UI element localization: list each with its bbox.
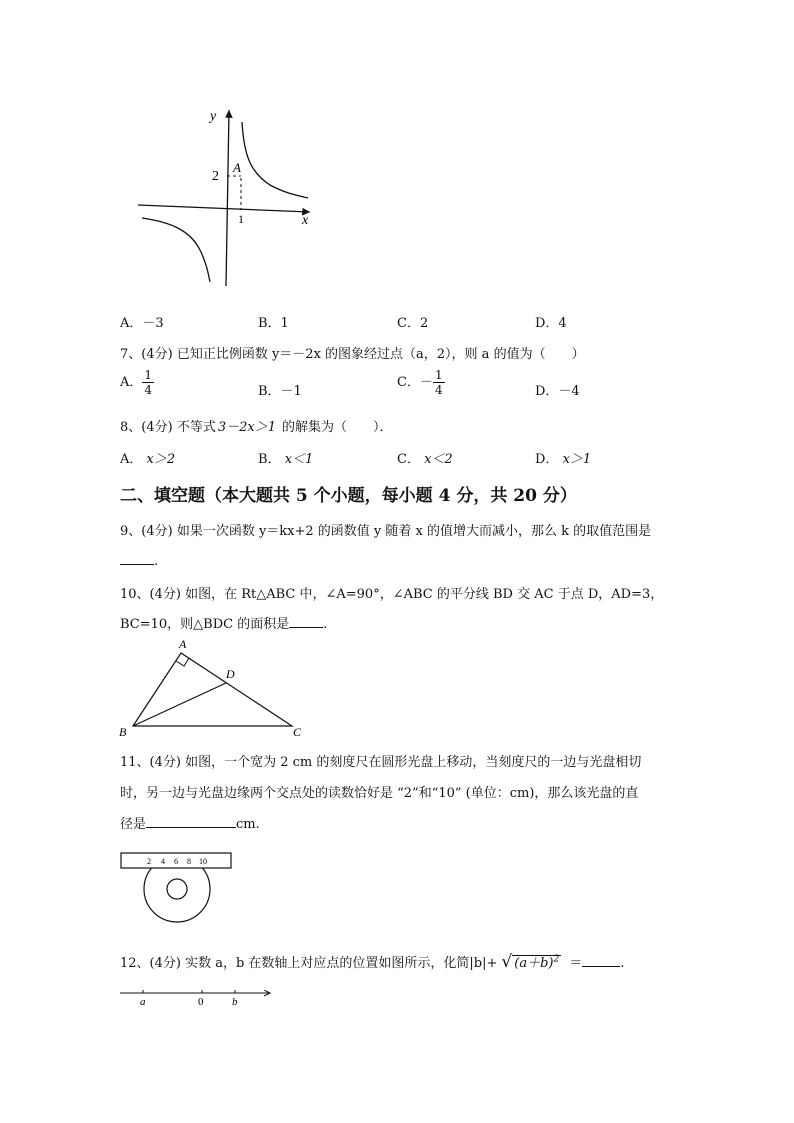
ruler-tick-4: 4 — [161, 857, 165, 866]
ruler-disc-figure — [118, 848, 238, 928]
right-angle-mark — [176, 658, 189, 666]
x-axis — [138, 205, 310, 212]
q12-question: 12、(4分) 实数 a，b 在数轴上对应点的位置如图所示，化简|b|+ √ $(a+b)^2$ ＝ . — [120, 952, 625, 972]
q8-question: 8、(4分) 不等式 3－2x＞1 的解集为（ ）． — [120, 420, 393, 435]
q6-option-d: D．4 — [535, 316, 567, 331]
graph-tick-x: 1 — [238, 212, 244, 226]
section-title: 二、填空题（本大题共 5 个小题，每小题 4 分，共 20 分） — [120, 486, 577, 506]
disc-inner — [167, 879, 187, 899]
q7-option-a: A． $\frac{1}{4}$ — [120, 368, 153, 397]
q10-answer-blank[interactable] — [289, 615, 323, 628]
number-line — [118, 985, 278, 1010]
q8-option-d: D． x＞1 — [535, 452, 592, 467]
q7-option-b: B．－1 — [258, 384, 302, 399]
hyperbola-branch-2 — [142, 218, 210, 282]
ruler-tick-6: 6 — [174, 857, 178, 866]
q7-option-d: D．－4 — [535, 384, 580, 399]
label-zero: 0 — [198, 996, 204, 1008]
label-a: a — [140, 996, 146, 1008]
q11-line2: 时，另一边与光盘边缘两个交点处的读数恰好是 “2”和“10” (单位：cm)，那么该光盘的直 — [120, 786, 639, 801]
hyperbola-graph — [130, 100, 320, 290]
q9-line1: 9、(4分) 如果一次函数 y＝kx+2 的函数值 y 随着 x 的值增大而减小，那么 k 的取值范围是 — [120, 524, 652, 539]
ruler-tick-8: 8 — [187, 857, 191, 866]
q9-answer-blank[interactable] — [120, 552, 154, 565]
ruler-tick-2: 2 — [147, 857, 151, 866]
point-d: D — [226, 667, 235, 681]
sqrt-symbol: √ — [501, 952, 513, 972]
q12-answer-blank[interactable] — [582, 954, 620, 967]
q10-line1: 10、(4分) 如图，在 Rt△ABC 中，∠A=90°，∠ABC 的平分线 BD 交 AC 于点 D，AD=3， — [120, 587, 664, 602]
q6-option-a: A．－3 — [120, 316, 164, 331]
q11-line1: 11、(4分) 如图，一个宽为 2 cm 的刻度尺在圆形光盘上移动，当刻度尺的一边与光盘相切 — [120, 755, 642, 770]
graph-point-label: A — [233, 160, 241, 175]
graph-tick-y: 2 — [212, 169, 219, 184]
q11-answer-blank[interactable] — [146, 815, 236, 828]
q8-option-a: A． x＞2 — [120, 452, 176, 467]
q6-option-c: C．2 — [397, 316, 429, 331]
q8-option-c: C． x＜2 — [397, 452, 453, 467]
vertex-a: A — [179, 637, 187, 651]
graph-y-label: y — [210, 109, 217, 124]
q8-option-b: B． x＜1 — [258, 452, 314, 467]
triangle-figure — [112, 635, 312, 740]
q7-option-c: C．－ $\frac{1}{4}$ — [397, 368, 443, 397]
vertex-b: B — [119, 725, 127, 739]
vertex-c: C — [293, 725, 302, 739]
hyperbola-branch-1 — [242, 122, 308, 198]
q10-line2: BC=10，则△BDC 的面积是 . — [120, 617, 328, 632]
q9-line2: . — [120, 552, 158, 569]
graph-x-label: x — [302, 213, 309, 228]
label-b: b — [232, 996, 238, 1008]
ruler-tick-10: 10 — [199, 857, 207, 866]
q11-line3: 径是 cm. — [120, 817, 260, 832]
q6-option-b: B．1 — [258, 316, 289, 331]
q7-question: 7、(4分) 已知正比例函数 y＝－2x 的图象经过点（a，2），则 a 的值为（ ） — [120, 347, 585, 362]
y-axis — [226, 110, 229, 286]
